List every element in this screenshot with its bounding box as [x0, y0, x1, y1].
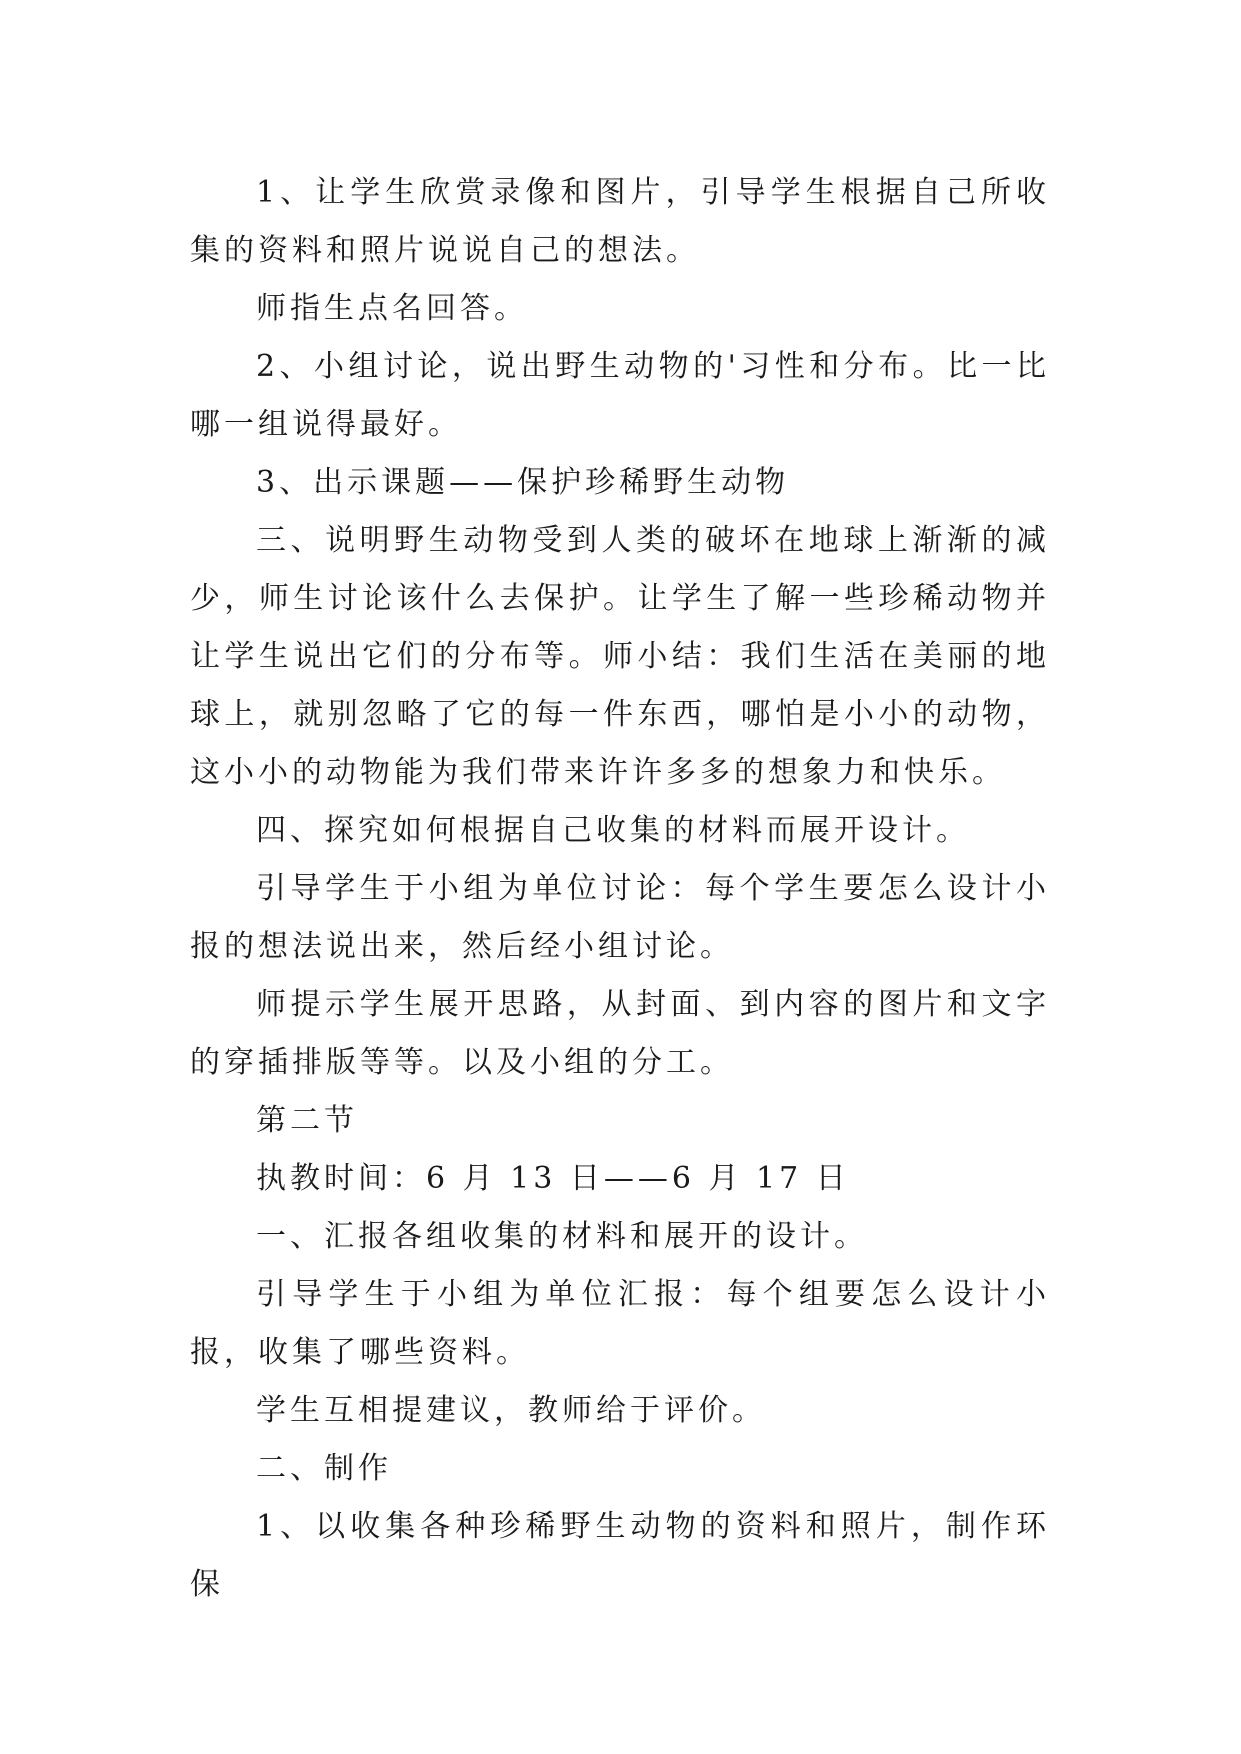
paragraph-teacher-calls: 师指生点名回答。 — [256, 291, 528, 326]
paragraph-step-3-topic: 3、出示课题——保护珍稀野生动物 — [256, 465, 790, 500]
paragraph-part-2-make: 二、制作 — [256, 1451, 392, 1486]
paragraph-section-4-explore: 四、探究如何根据自己收集的材料而展开设计。 — [256, 813, 970, 848]
paragraph-group-report: 引导学生于小组为单位汇报：每个组要怎么设计小报，收集了哪些资料。 — [190, 1277, 1050, 1370]
paragraph-part-1-report: 一、汇报各组收集的材料和展开的设计。 — [256, 1219, 868, 1254]
paragraph-step-2-discuss: 2、小组讨论，说出野生动物的'习性和分布。比一比哪一组说得最好。 — [190, 349, 1050, 442]
paragraph-make-step-1: 1、以收集各种珍稀野生动物的资料和照片，制作环保 — [190, 1509, 1050, 1602]
paragraph-step-1-appreciate: 1、让学生欣赏录像和图片，引导学生根据自己所收集的资料和照片说说自己的想法。 — [190, 175, 1050, 268]
paragraph-lesson-2-heading: 第二节 — [256, 1103, 358, 1138]
document-body — [190, 164, 1050, 1614]
paragraph-teaching-time: 执教时间：6 月 13 日——6 月 17 日 — [256, 1161, 850, 1196]
paragraph-group-discussion: 引导学生于小组为单位讨论：每个学生要怎么设计小报的想法说出来，然后经小组讨论。 — [190, 871, 1050, 964]
paragraph-section-3-explain: 三、说明野生动物受到人类的破坏在地球上渐渐的减少，师生讨论该什么去保护。让学生了解一些珍稀动物并让学生说出它们的分布等。师小结：我们生活在美丽的地球上，就别忽略了它的每一件东西，哪怕是小小的动物，这小小的动物能为我们带来许许多多的想象力和快乐。 — [190, 523, 1050, 790]
paragraph-teacher-hint: 师提示学生展开思路，从封面、到内容的图片和文字的穿插排版等等。以及小组的分工。 — [190, 987, 1050, 1080]
paragraph-peer-evaluation: 学生互相提建议，教师给于评价。 — [256, 1393, 766, 1428]
